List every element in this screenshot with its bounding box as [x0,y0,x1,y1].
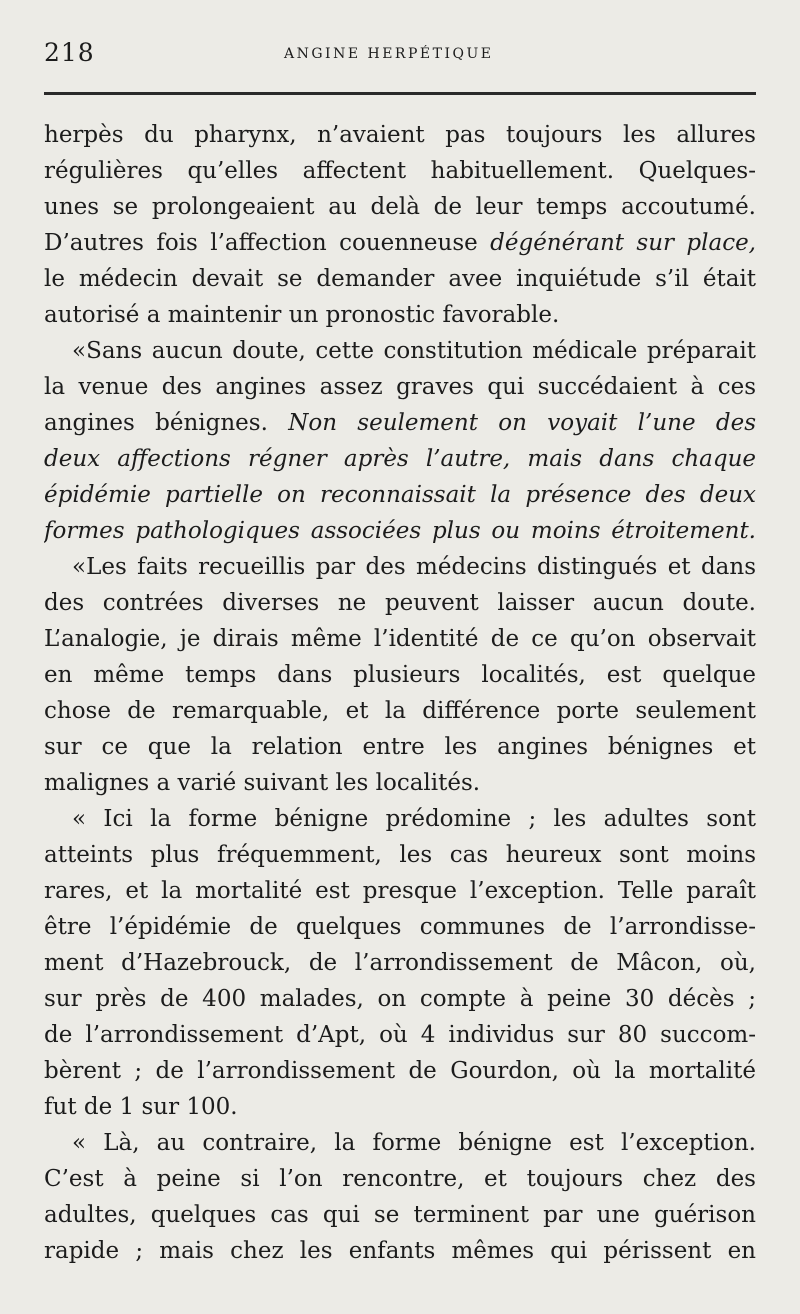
text-line: le médecin devait se demander avee inquiétude s’il était [44,266,756,292]
header-rule [44,92,756,95]
text-line: chose de remarquable, et la différence porte seulement [44,698,756,724]
text-line: fut de 1 sur 100. [44,1094,238,1120]
text-line: deux affections régner après l’autre, mais dans chaque [44,446,756,472]
text-line: sur près de 400 malades, on compte à peine 30 décès ; [44,986,756,1012]
text-line: bèrent ; de l’arrondissement de Gourdon, où la mortalité [44,1058,756,1084]
text-line: rapide ; mais chez les enfants mêmes qui périssent en [44,1238,756,1264]
text-line: L’analogie, je dirais même l’identité de ce qu’on observait [44,626,756,652]
text-line: « Ici la forme bénigne prédomine ; les adultes sont [72,806,756,832]
body-text [44,117,756,1269]
text-line: « Là, au contraire, la forme bénigne est l’exception. [72,1130,756,1156]
text-line: de l’arrondissement d’Apt, où 4 individus sur 80 succom- [44,1022,756,1048]
text-line: rares, et la mortalité est presque l’exception. Telle paraît [44,878,756,904]
text-line [44,225,756,261]
italic-run: dégénérant sur place, [490,230,756,256]
text-run: angines bénignes. [44,410,268,436]
text-line: malignes a varié suivant les localités. [44,770,481,796]
page-header [44,32,756,82]
text-line: régulières qu’elles affectent habituellement. Quelques- [44,158,756,184]
text-line: épidémie partielle on reconnaissait la présence des deux [44,482,756,508]
text-line: unes se prolongeaient au delà de leur temps accoutumé. [44,194,756,220]
text-line: C’est à peine si l’on rencontre, et toujours chez des [44,1166,756,1192]
text-line [44,405,756,441]
text-line: autorisé a maintenir un pronostic favorable. [44,302,560,328]
text-line: ment d’Hazebrouck, de l’arrondissement de Mâcon, où, [44,950,756,976]
text-line: «Sans aucun doute, cette constitution médicale préparait [72,338,756,364]
italic-run: Non seulement on voyait l’une des [288,410,756,436]
text-line: atteints plus fréquemment, les cas heureux sont moins [44,842,756,868]
text-line: la venue des angines assez graves qui succédaient à ces [44,374,756,400]
running-title: ANGINE HERPÉTIQUE [284,46,494,62]
text-line: herpès du pharynx, n’avaient pas toujours les allures [44,122,756,148]
text-line: être l’épidémie de quelques communes de l’arrondisse- [44,914,756,940]
text-run: D’autres fois l’affection couenneuse [44,230,478,256]
page-number: 218 [44,38,95,67]
text-line: en même temps dans plusieurs localités, est quelque [44,662,756,688]
text-line: «Les faits recueillis par des médecins distingués et dans [72,554,756,580]
text-line: des contrées diverses ne peuvent laisser aucun doute. [44,590,756,616]
text-line: formes pathologiques associées plus ou moins étroitement. [44,518,756,544]
text-line: adultes, quelques cas qui se terminent par une guérison [44,1202,756,1228]
text-line: sur ce que la relation entre les angines bénignes et [44,734,756,760]
